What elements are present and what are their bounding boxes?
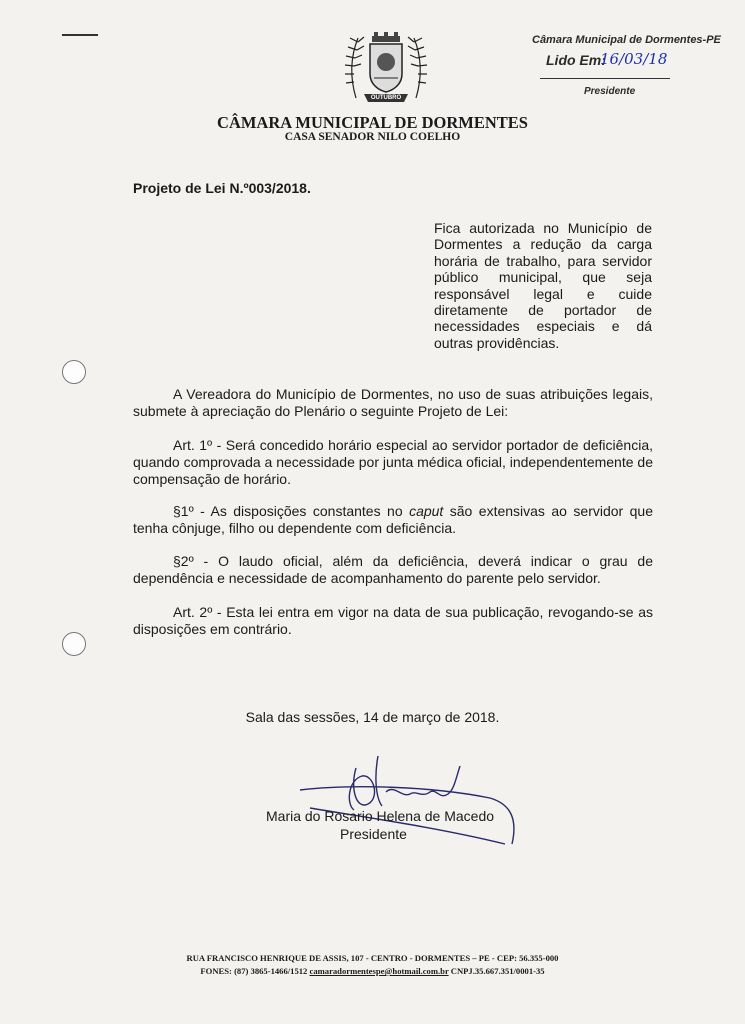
article-2: Art. 2º - Esta lei entra em vigor na data de sua publicação, revogando-se as disposições em contrário. <box>133 604 653 637</box>
footer-contact <box>0 966 745 976</box>
reception-stamp <box>520 30 721 110</box>
bill-summary: Fica autorizada no Município de Dormentes a redução da carga horária de trabalho, para servidor público municipal, que seja responsável legal e cuide diretamente de portador de necessidades especiais e dá outras providências. <box>434 220 652 351</box>
footer-email-link[interactable]: camaradormentespe@hotmail.com.br <box>309 966 449 976</box>
crest-banner: OUTUBRO <box>370 95 402 101</box>
stamp-line <box>540 78 670 79</box>
punch-hole-bottom <box>62 632 86 656</box>
paragraph-1-end: são extensivas ao servidor que tenha cônjuge, filho ou dependente com deficiência. <box>133 503 654 536</box>
stamp-role: Presidente <box>584 86 636 97</box>
article-1: Art. 1º - Será concedido horário especial ao servidor portador de deficiência, quando comprovada a necessidade por junta médica oficial, independentemente de compensação de horário. <box>133 437 653 487</box>
footer-cnpj: CNPJ.35.667.351/0001-35 <box>448 966 545 976</box>
signer-name: Maria do Rosario Helena de Macedo <box>266 808 495 824</box>
handwritten-signature-icon <box>290 748 530 858</box>
footer-address: RUA FRANCISCO HENRIQUE DE ASSIS, 107 - CENTRO - DORMENTES – PE - CEP: 56.355-000 <box>186 953 559 963</box>
paragraph-2: §2º - O laudo oficial, além da deficiência, deverá indicar o grau de dependência e necessidade de acompanhamento do parente pelo servidor. <box>133 553 653 586</box>
footer-phones: FONES: (87) 3865-1466/1512 <box>200 966 310 976</box>
page-subtitle: CASA SENADOR NILO COELHO <box>284 131 461 143</box>
session-date: Sala das sessões, 14 de março de 2018. <box>245 709 500 725</box>
page-title: CÂMARA MUNICIPAL DE DORMENTES <box>217 113 528 132</box>
bill-number: Projeto de Lei N.º003/2018. <box>133 180 311 196</box>
paragraph-1 <box>133 503 653 537</box>
paragraph-1-start: §1º - As disposições constantes no <box>173 503 410 519</box>
paragraph-1-caput: caput <box>409 503 444 519</box>
preamble-paragraph: A Vereadora do Município de Dormentes, no uso de suas atribuições legais, submete à apreciação do Plenário o seguinte Projeto de Lei: <box>133 386 653 419</box>
stamp-read-date: 16/03/18 <box>600 50 668 68</box>
stamp-read-label: Lido Em: <box>546 52 606 68</box>
scan-edge-mark <box>62 34 98 36</box>
punch-hole-top <box>62 360 86 384</box>
stamp-org: Câmara Municipal de Dormentes-PE <box>532 34 721 46</box>
signer-role: Presidente <box>340 826 407 842</box>
